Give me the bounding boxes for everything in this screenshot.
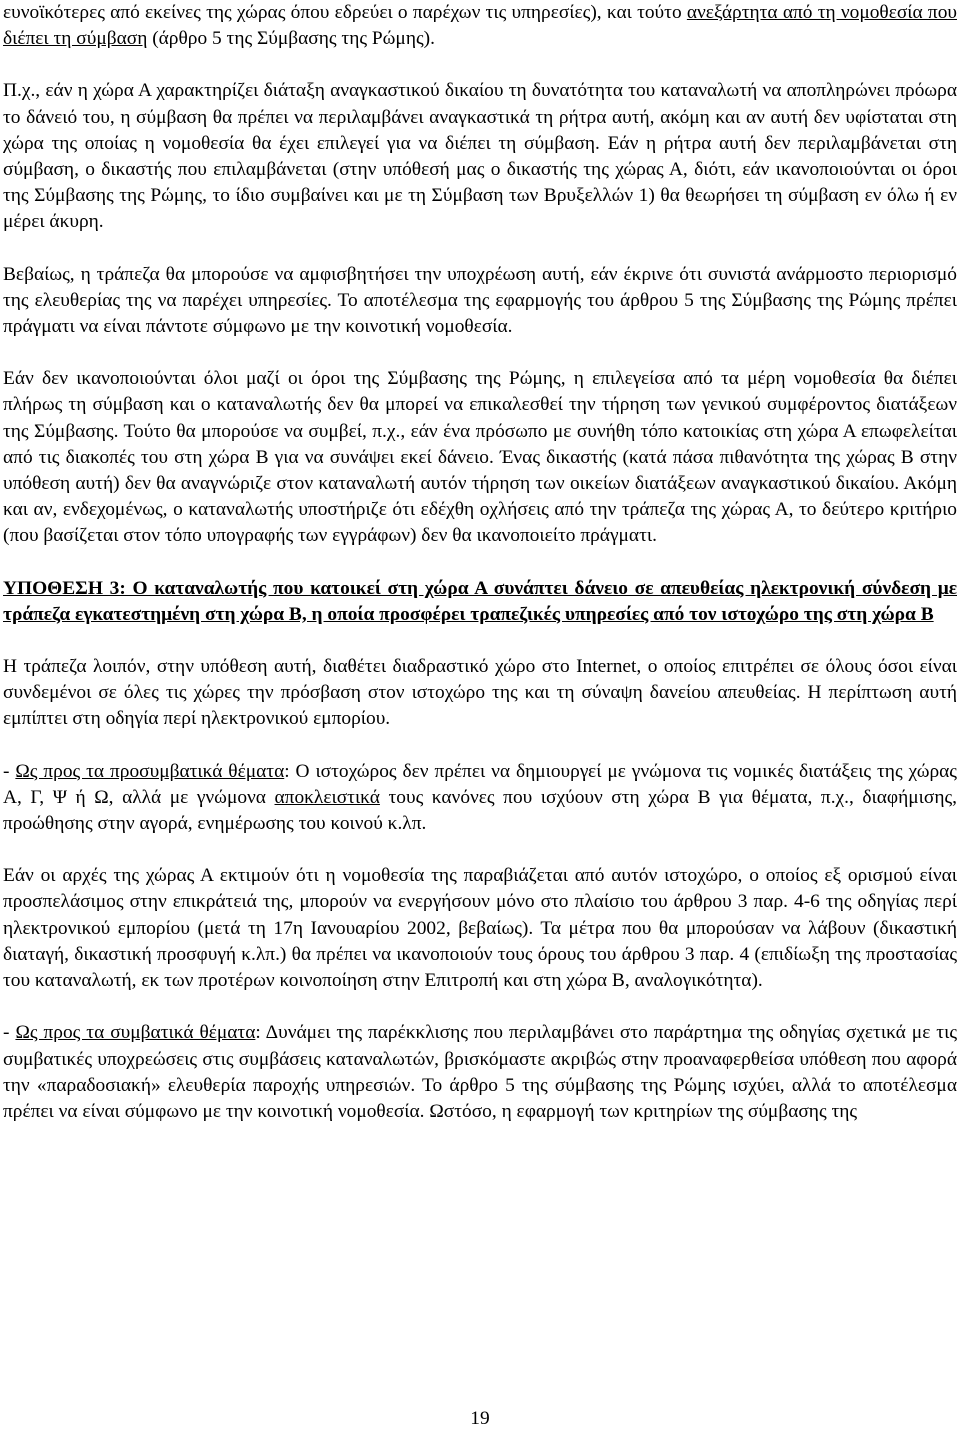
intro-underlined-text: ανεξάρτητα από τη νομοθεσία που διέπει τη σύμβαση [3, 2, 957, 50]
intro-text: ευνοϊκότερες από εκείνες της χώρας όπου εδρεύει ο παρέχων τις υπηρεσίες), και τούτο [3, 2, 687, 23]
paragraph-text: Εάν δεν ικανοποιούνται όλοι μαζί οι όροι της Σύμβασης της Ρώμης, η επιλεγείσα από τα μέρη νομοθεσία θα διέπει πλήρως τη σύμβαση και ο καταναλωτής δεν θα μπορεί να επικαλεσθεί την τήρηση των γενικού συμφέροντος διατάξεων της Σύμβασης. Τούτο θα μπορούσε να συμβεί, π.χ., εάν ένα πρόσωπο με συνήθη τόπο κατοικίας στη χώρα Α επωφελείται από τις διακοπές του στη χώρα Β για να συνάψει εκεί δάνειο. Ένας δικαστής (κατά πάσα πιθανότητα της χώρας Β στην υπόθεση αυτή) δεν θα αναγνώριζε στον καταναλωτή αυτόν τήρηση των οικείων διατάξεων αναγκαστικού δικαίου. Ακόμη και αν, ενδεχομένως, ο καταναλωτής υποστήριζε ότι εδέχθη οχλήσεις από την τράπεζα της χώρας Α, το δεύτερο κριτήριο (που βασίζεται στον τόπο υπογραφής των εγγράφων) δεν θα ικανοποιείτο πράγματι. [3, 368, 957, 547]
list-dash: - [3, 760, 16, 782]
paragraph-text: Π.χ., εάν η χώρα Α χαρακτηρίζει διάταξη αναγκαστικού δικαίου τη δυνατότητα του καταναλωτή να αποπληρώνει πρόωρα το δάνειό του, η σύμβαση θα πρέπει να περιλαμβάνει αναγκαστικά τη ρήτρα αυτή, ακόμη και αν αυτή δεν υφίσταται στη χώρα της οποίας η νομοθεσία θα έχει επιλεγεί για να διέπει τη σύμβαση. Εάν η ρήτρα αυτή δεν περιλαμβάνεται στη σύμβαση, ο δικαστής που επιλαμβάνεται (στην υπόθεσή μας ο δικαστής της χώρας Α, διότι, εάν ικανοποιούνται οι όροι της Σύμβασης της Ρώμης, το ίδιο συμβαίνει και με τη Σύμβαση των Βρυξελλών 1) θα θεωρήσει τη σύμβαση εν όλω ή εν μέρει άκυρη. [3, 80, 957, 233]
paragraph-text: Βεβαίως, η τράπεζα θα μπορούσε να αμφισβητήσει την υποχρέωση αυτή, εάν έκρινε ότι συνιστά ανάρμοστο περιορισμό της ελευθερίας της να παρέχει υπηρεσίες. Το αποτέλεσμα της εφαρμογής του άρθρου 5 της Σύμβασης της Ρώμης πρέπει πράγματι να είναι πάντοτε σύμφωνο με την κοινοτική νομοθεσία. [3, 263, 957, 338]
precontractual-label: Ως προς τα προσυμβατικά θέματα [15, 760, 285, 782]
paragraph-authorities-action [3, 863, 957, 994]
paragraph-text-end: τους κανόνες που ισχύουν στη χώρα Β για θέματα, π.χ., διαφήμισης, προώθησης στην αγορά, ενημέρωσης του κοινού κ.λπ. [3, 786, 957, 835]
document-page [3, 0, 957, 1125]
paragraph-rome-convention-conditions [3, 366, 957, 549]
exclusively-emphasis: αποκλειστικά [274, 786, 380, 808]
page-number: 19 [470, 1408, 490, 1429]
paragraph-precontractual-matters [3, 759, 957, 838]
intro-paragraph [3, 0, 957, 52]
paragraph-bank-website [3, 654, 957, 733]
contractual-label: Ως προς τα συμβατικά θέματα [15, 1022, 256, 1044]
paragraph-text: Η τράπεζα λοιπόν, στην υπόθεση αυτή, διαθέτει διαδραστικό χώρο στο Internet, ο οποίος επιτρέπει σε όλους όσοι είναι συνδεμένοι σε όλες τις χώρες την πρόσβαση στον ιστοχώρο της και τη σύναψη δανείου απευθείας. Η περίπτωση αυτή εμπίπτει στη οδηγία περί ηλεκτρονικού εμπορίου. [3, 656, 957, 730]
list-dash: - [3, 1022, 16, 1044]
intro-text-end: (άρθρο 5 της Σύμβασης της Ρώμης). [147, 28, 435, 50]
paragraph-bank-challenge [3, 262, 957, 341]
paragraph-example-early-repayment [3, 78, 957, 235]
case-3-heading: ΥΠΟΘΕΣΗ 3: Ο καταναλωτής που κατοικεί στη χώρα Α συνάπτει δάνειο σε απευθείας ηλεκτρονική σύνδεση με τράπεζα εγκατεστημένη στη χώρα Β, η οποία προσφέρει τραπεζικές υπηρεσίες από τον ιστοχώρο της στη χώρα Β [3, 577, 957, 625]
paragraph-text: : Ο ιστοχώρος δεν πρέπει να δημιουργεί με γνώμονα τις νομικές διατάξεις της χώρας Α, Γ, Ψ ή Ω, αλλά με γνώμονα [3, 760, 957, 808]
paragraph-contractual-matters [3, 1020, 957, 1125]
paragraph-text: Εάν οι αρχές της χώρας Α εκτιμούν ότι η νομοθεσία της παραβιάζεται από αυτόν ιστοχώρο, ο οποίος εξ ορισμού είναι προσπελάσιμος στην επικράτειά της, μπορούν να ενεργήσουν μόνο στο πλαίσιο του άρθρου 3 παρ. 4-6 της οδηγίας περί ηλεκτρονικού εμπορίου (μετά τη 17η Ιανουαρίου 2002, βεβαίως). Τα μέτρα που θα μπορούσαν να λάβουν (δικαστική διαταγή, δικαστική προσφυγή κ.λπ.) θα πρέπει να ικανοποιούν τους όρους του άρθρου 3 παρ. 4 (επιδίωξη της προστασίας του καταναλωτή, εκ των προτέρων κοινοποίηση στην Επιτροπή και στη χώρα Β, αναλογικότητα). [3, 865, 957, 992]
paragraph-text: : Δυνάμει της παρέκκλισης που περιλαμβάνει στο παράρτημα της οδηγίας σχετικά με τις συμβατικές υποχρεώσεις στις συμβάσεις καταναλωτών, βρισκόμαστε ακριβώς στην προαναφερθείσα υπόθεση που αφορά την «παραδοσιακή» ελευθερία παροχής υπηρεσιών. Το άρθρο 5 της σύμβασης της Ρώμης ισχύει, αλλά το αποτέλεσμα πρέπει να είναι σύμφωνο με την κοινοτική νομοθεσία. Ωστόσο, η εφαρμογή των κριτηρίων της σύμβασης της [3, 1022, 957, 1122]
